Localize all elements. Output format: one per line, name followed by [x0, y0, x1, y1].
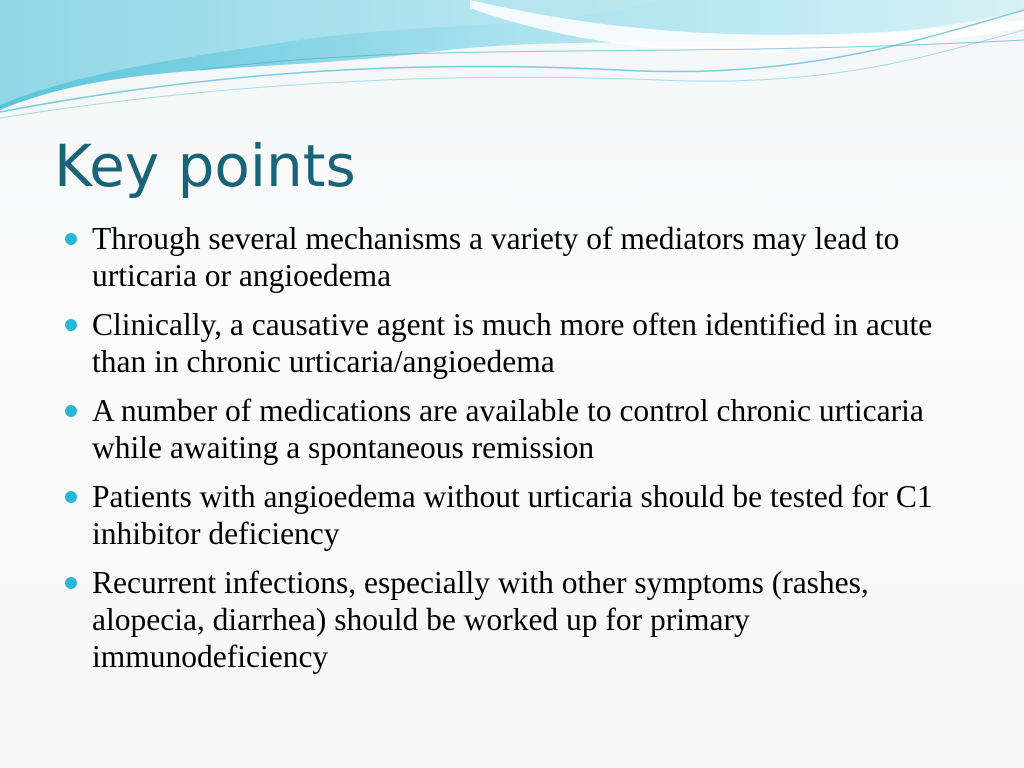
- slide-title: Key points: [54, 132, 356, 200]
- bullet-item: [92, 220, 962, 294]
- bullet-text: Patients with angioedema without urticaria should be tested for C1 inhibitor deficiency: [92, 479, 933, 551]
- bullet-marker-icon: [65, 319, 77, 331]
- bullet-item: [92, 478, 962, 552]
- bullet-marker-icon: [65, 233, 77, 245]
- bullet-list: [92, 220, 962, 687]
- bullet-marker-icon: [65, 491, 77, 503]
- bullet-text: Clinically, a causative agent is much more often identified in acute than in chronic urticaria/angioedema: [92, 307, 933, 379]
- bullet-item: [92, 564, 962, 675]
- bullet-item: [92, 392, 962, 466]
- bullet-item: [92, 306, 962, 380]
- bullet-marker-icon: [65, 577, 77, 589]
- bullet-text: A number of medications are available to control chronic urticaria while awaiting a spontaneous remission: [92, 393, 924, 465]
- bullet-marker-icon: [65, 405, 77, 417]
- bullet-text: Recurrent infections, especially with other symptoms (rashes, alopecia, diarrhea) should be worked up for primary immunodeficiency: [92, 565, 869, 674]
- bullet-text: Through several mechanisms a variety of mediators may lead to urticaria or angioedema: [92, 221, 900, 293]
- header-wave-decoration: [0, 0, 1024, 130]
